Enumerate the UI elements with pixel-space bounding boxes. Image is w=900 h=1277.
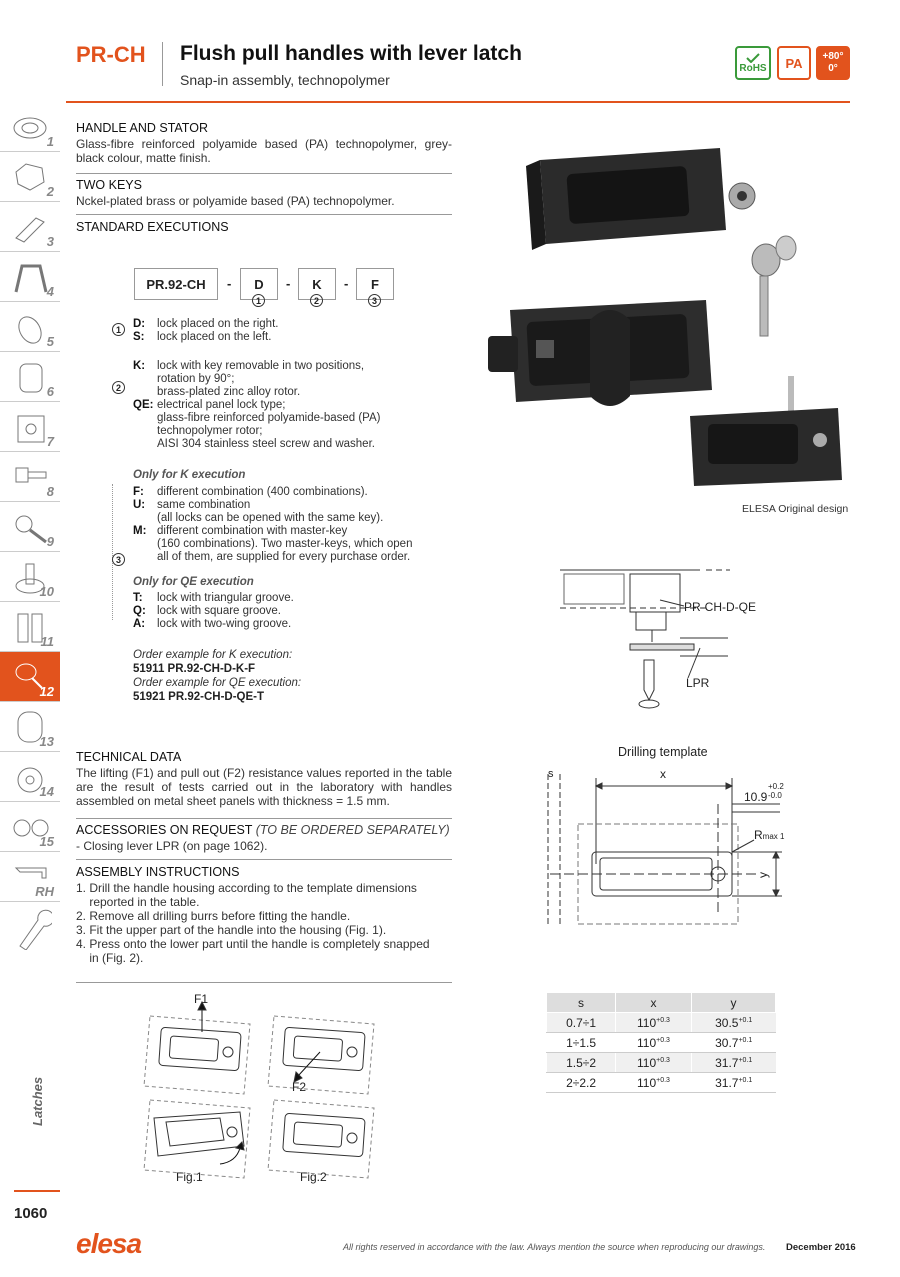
- prch-label: PR-CH-D-QE: [684, 600, 756, 614]
- option-line: D: lock placed on the right.: [133, 318, 279, 330]
- sidebar-item-label: 2: [46, 184, 54, 199]
- fig1-bottom-handle: [144, 1100, 250, 1178]
- col-header-s: s: [547, 993, 616, 1013]
- f2-label: F2: [292, 1080, 307, 1094]
- handle-stator-heading: HANDLE AND STATOR: [76, 121, 208, 135]
- footer-date: December 2016: [786, 1242, 856, 1253]
- code-dash: -: [344, 276, 349, 291]
- option-line: A: lock with two-wing groove.: [133, 618, 292, 630]
- code-dash: -: [286, 276, 291, 291]
- option-line: glass-fibre reinforced polyamide-based (PA): [157, 412, 381, 424]
- sidebar-item-label: 8: [46, 484, 54, 499]
- option-line: T: lock with triangular groove.: [133, 592, 294, 604]
- option-line: all of them, are supplied for every purchase order.: [157, 551, 411, 563]
- dim-10-9: 10.9: [744, 790, 768, 804]
- option-line: (all locks can be opened with the same key).: [157, 512, 384, 524]
- header-rule: [66, 101, 850, 103]
- sidebar-item-4[interactable]: [0, 252, 60, 302]
- exploded-qe-drawing: [560, 560, 750, 725]
- pa-badge: PA: [777, 46, 811, 80]
- page-title: Flush pull handles with lever latch: [180, 42, 522, 65]
- only-qe-heading: Only for QE execution: [133, 576, 254, 588]
- two-keys-heading: TWO KEYS: [76, 178, 142, 192]
- assembly-step: reported in the table.: [76, 895, 200, 909]
- table-row: [547, 1013, 776, 1033]
- table-cell: $30.5^{+0.1}$: [691, 1013, 775, 1033]
- col-header-y: y: [691, 993, 775, 1013]
- design-caption: ELESA Original design: [742, 503, 849, 515]
- handle-with-qe-lever-image: [488, 300, 712, 406]
- product-images: [480, 140, 850, 490]
- group-bracket: [112, 484, 113, 620]
- code-box-3: F: [356, 268, 394, 300]
- marker-1: 1: [112, 323, 125, 336]
- table-row: [547, 1033, 776, 1053]
- assembly-step: 4. Press onto the lower part until the handle is completely snapped: [76, 937, 430, 951]
- drilling-template-title: Drilling template: [618, 745, 708, 759]
- option-group-4: [133, 592, 294, 631]
- order-examples: Order example for K execution: 51911 PR.92-CH-D-K-F Order example for QE execution: 51921 PR.92-CH-D-QE-T: [133, 649, 302, 703]
- sidebar-item-3[interactable]: [0, 202, 60, 252]
- two-keys-text: Nckel-plated brass or polyamide based (PA) technopolymer.: [76, 194, 395, 208]
- header-divider: [162, 42, 163, 86]
- table-header-row: [547, 993, 776, 1013]
- dimensions-table: [546, 992, 776, 1093]
- option-line: M: different combination with master-key: [133, 525, 348, 537]
- divider: [76, 214, 452, 215]
- option-line: brass-plated zinc alloy rotor.: [157, 386, 301, 398]
- fig1-top-handle: [144, 1002, 250, 1094]
- sidebar-item-label: 11: [40, 634, 54, 649]
- sidebar-item-2[interactable]: [0, 152, 60, 202]
- marker-2: 2: [310, 294, 323, 307]
- table-cell: $31.7^{+0.1}$: [691, 1073, 775, 1093]
- dim-s: s: [548, 768, 554, 780]
- check-icon: [745, 53, 761, 63]
- sidebar-item-9[interactable]: [0, 502, 60, 552]
- sidebar-item-13[interactable]: [0, 702, 60, 752]
- table-row: [547, 1053, 776, 1073]
- sidebar-item-6[interactable]: [0, 352, 60, 402]
- sidebar-item-label: 1: [46, 134, 54, 149]
- table-cell: $110^{+0.3}$: [616, 1013, 692, 1033]
- sidebar-item-label: 12: [39, 684, 54, 699]
- option-line: QE: electrical panel lock type;: [133, 399, 286, 411]
- sidebar-rule: [14, 1190, 60, 1192]
- table-cell: $30.7^{+0.1}$: [691, 1033, 775, 1053]
- table-cell: $110^{+0.3}$: [616, 1033, 692, 1053]
- divider: [76, 818, 452, 819]
- elesa-logo: elesa: [76, 1228, 142, 1259]
- sidebar-item-label: 5: [46, 334, 54, 349]
- table-cell: 1÷1.5: [547, 1033, 616, 1053]
- technical-data-heading: TECHNICAL DATA: [76, 750, 182, 764]
- sidebar-item-7[interactable]: [0, 402, 60, 452]
- page-subtitle: Snap-in assembly, technopolymer: [180, 72, 390, 88]
- accessories-text: - Closing lever LPR (on page 1062).: [76, 839, 268, 853]
- fig1-caption: Fig.1: [176, 1170, 203, 1184]
- technical-data-text: The lifting (F1) and pull out (F2) resistance values reported in the table are the result of tests carried out in the laboratory with handles assembled on metal sheet panels with thickness = 1.5 mm.: [76, 766, 452, 808]
- assembly-steps: [76, 881, 430, 965]
- code-box-1: D: [240, 268, 278, 300]
- option-group-1: [133, 318, 278, 344]
- assembly-step: in (Fig. 2).: [76, 951, 144, 965]
- sidebar-item-label: 9: [46, 534, 54, 549]
- sidebar-item-label: 13: [39, 734, 54, 749]
- lpr-label: LPR: [686, 676, 710, 690]
- assembly-figures: [140, 988, 390, 1188]
- dim-10-9-tolerance: +0.2 -0.0: [768, 782, 784, 800]
- product-code: PR-CH: [76, 42, 146, 67]
- option-line: (160 combinations). Two master-keys, which open: [157, 538, 413, 550]
- marker-3: 3: [112, 553, 125, 566]
- divider: [76, 859, 452, 860]
- table-cell: 0.7÷1: [547, 1013, 616, 1033]
- fig2-caption: Fig.2: [300, 1170, 327, 1184]
- sidebar-item-label: 4: [46, 284, 54, 299]
- assembly-step: 3. Fit the upper part of the handle into the housing (Fig. 1).: [76, 923, 387, 937]
- standard-executions-heading: STANDARD EXECUTIONS: [76, 220, 229, 234]
- dim-y: y: [756, 872, 770, 878]
- dim-radius: Rmax 1: [754, 828, 785, 842]
- code-box-2: K: [298, 268, 336, 300]
- temperature-badge: +80° 0°: [816, 46, 850, 80]
- sidebar-item-label: 15: [39, 834, 54, 849]
- option-line: rotation by 90°;: [157, 373, 235, 385]
- rohs-badge: RoHS: [735, 46, 771, 80]
- sidebar-item-5[interactable]: [0, 302, 60, 352]
- only-k-heading: Only for K execution: [133, 469, 246, 481]
- option-line: S: lock placed on the left.: [133, 331, 272, 343]
- page-number: 1060: [14, 1205, 48, 1222]
- sidebar-item-11[interactable]: [0, 602, 60, 652]
- divider: [76, 173, 452, 174]
- assembly-heading: ASSEMBLY INSTRUCTIONS: [76, 865, 240, 879]
- fig2-bottom-handle: [268, 1100, 374, 1178]
- sidebar-item-label: 14: [39, 784, 54, 799]
- table-row: [547, 1073, 776, 1093]
- option-line: K: lock with key removable in two positions,: [133, 360, 365, 372]
- handle-small-image: [690, 376, 842, 486]
- sidebar-item-1[interactable]: [0, 102, 60, 152]
- option-line: F: different combination (400 combinations).: [133, 486, 368, 498]
- sidebar-item-label: 3: [46, 234, 54, 249]
- handle-stator-text: Glass-fibre reinforced polyamide based (PA) technopolymer, grey-black colour, matte finish.: [76, 137, 452, 165]
- sidebar-item-14[interactable]: [0, 752, 60, 802]
- sidebar-item-rh[interactable]: [0, 852, 60, 902]
- table-cell: 1.5÷2: [547, 1053, 616, 1073]
- sidebar-item-10[interactable]: [0, 552, 60, 602]
- table-cell: 2÷2.2: [547, 1073, 616, 1093]
- dim-x: x: [660, 767, 666, 781]
- sidebar-item-15[interactable]: [0, 802, 60, 852]
- sidebar-item-label: RH: [35, 884, 54, 899]
- marker-2: 2: [112, 381, 125, 394]
- assembly-step: 1. Drill the handle housing according to the template dimensions: [76, 881, 417, 895]
- sidebar-item-label: 6: [46, 384, 54, 399]
- table-cell: $110^{+0.3}$: [616, 1053, 692, 1073]
- section-label: Latches: [30, 1076, 45, 1126]
- code-box-base: PR.92-CH: [134, 268, 218, 300]
- footer-note: All rights reserved in accordance with the law. Always mention the source when reproducing our drawings.: [343, 1242, 766, 1252]
- option-group-2: [133, 360, 381, 451]
- wrench-icon: [12, 906, 52, 955]
- option-group-3: [133, 486, 412, 564]
- table-cell: $31.7^{+0.1}$: [691, 1053, 775, 1073]
- divider: [76, 982, 452, 983]
- code-dash: -: [227, 276, 232, 291]
- f1-label: F1: [194, 992, 209, 1006]
- option-line: AISI 304 stainless steel screw and washer.: [157, 438, 375, 450]
- sidebar-item-12[interactable]: [0, 652, 60, 702]
- marker-1: 1: [252, 294, 265, 307]
- sidebar-item-label: 7: [46, 434, 54, 449]
- sidebar-item-8[interactable]: [0, 452, 60, 502]
- marker-3: 3: [368, 294, 381, 307]
- accessories-heading: ACCESSORIES ON REQUEST (TO BE ORDERED SEPARATELY): [76, 823, 450, 837]
- col-header-x: x: [616, 993, 692, 1013]
- sidebar-item-label: 10: [39, 584, 54, 599]
- assembly-step: 2. Remove all drilling burrs before fitting the handle.: [76, 909, 351, 923]
- option-line: Q: lock with square groove.: [133, 605, 282, 617]
- fig2-top-handle: [268, 1016, 374, 1094]
- table-cell: $110^{+0.3}$: [616, 1073, 692, 1093]
- option-line: technopolymer rotor;: [157, 425, 263, 437]
- option-line: U: same combination: [133, 499, 251, 511]
